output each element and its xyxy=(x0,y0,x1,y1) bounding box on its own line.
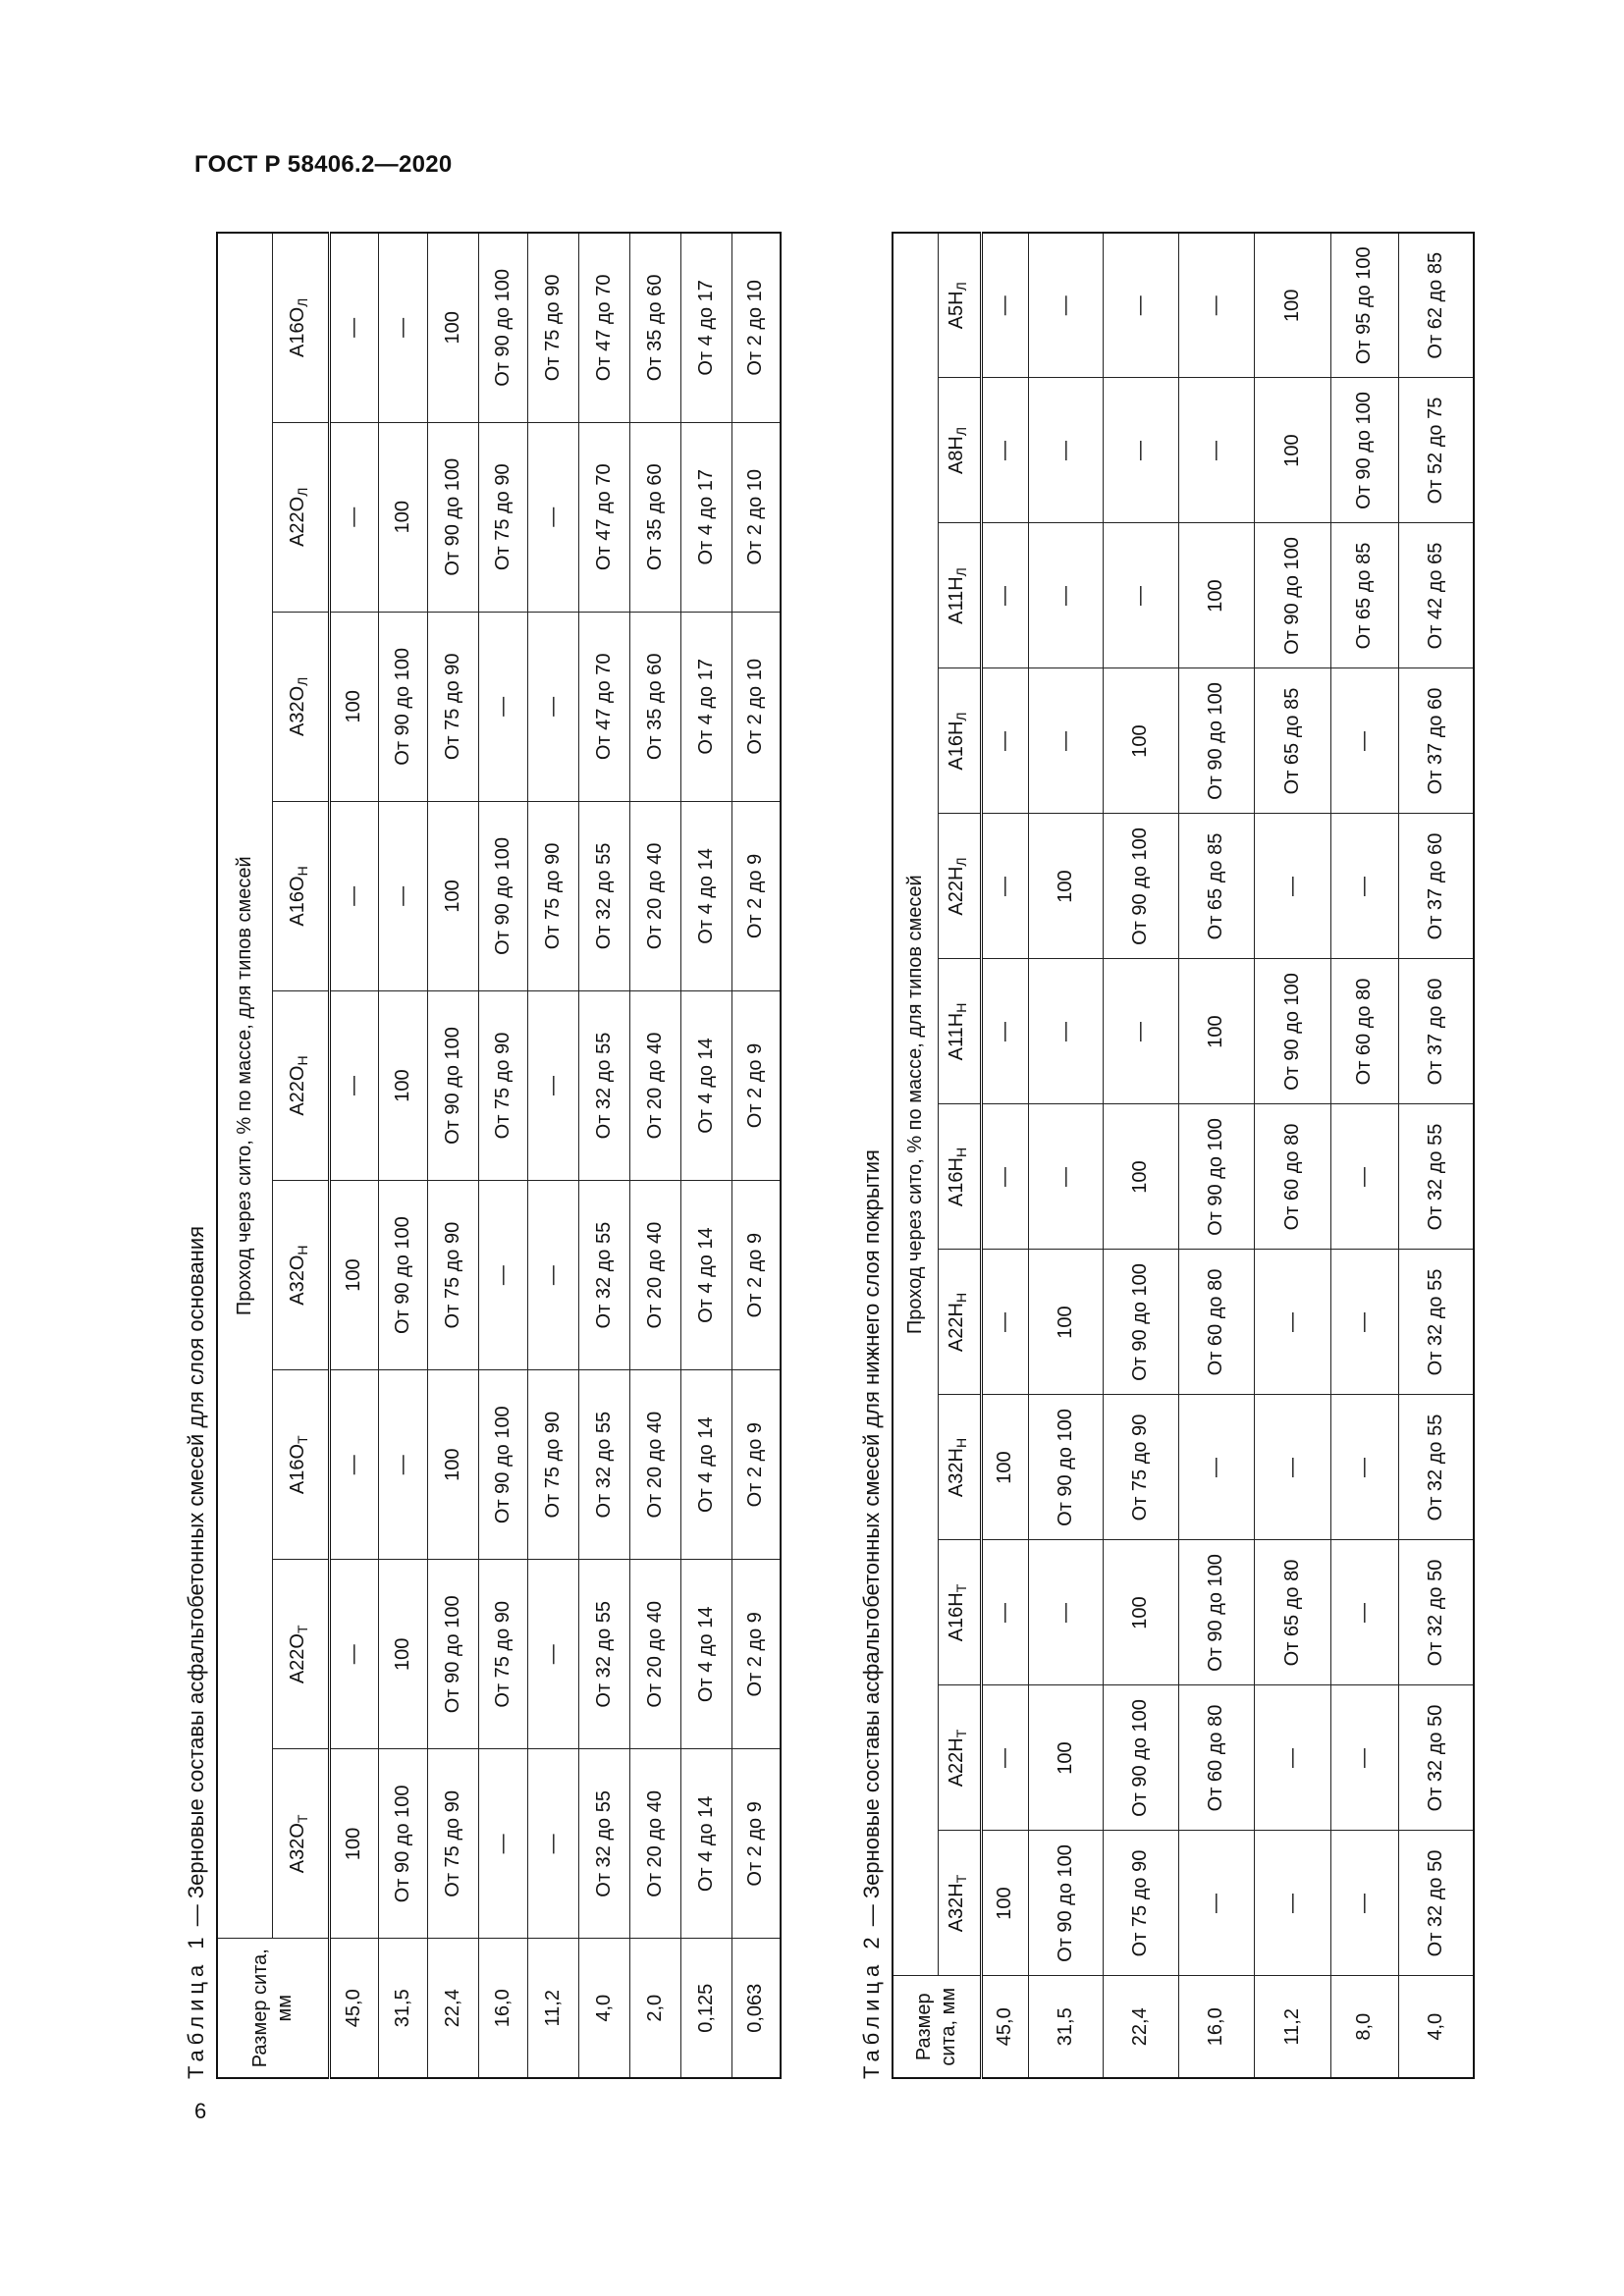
table1-caption-text: — Зерновые составы асфальтобетонных смесей для слоя основания xyxy=(184,1225,208,1933)
table2-col-header xyxy=(938,523,981,668)
table1-cell: От 2 до 9 xyxy=(731,801,781,990)
table2-col-header xyxy=(938,1104,981,1250)
table2-cell: — xyxy=(1103,523,1178,668)
table1-cell: — xyxy=(527,422,578,612)
table1-cell: — xyxy=(329,990,378,1180)
table2-cell: — xyxy=(1254,1395,1330,1540)
table1-col-header-base: А16О xyxy=(286,1443,308,1495)
table1-cell: От 20 до 40 xyxy=(629,1181,680,1370)
table1-col-header-sub: Л xyxy=(294,297,310,307)
table2-cell: От 65 до 85 xyxy=(1254,668,1330,814)
table1-cell: — xyxy=(527,1560,578,1749)
table1-row xyxy=(731,233,781,2078)
table1-cell: От 4 до 14 xyxy=(680,1181,731,1370)
document-header: ГОСТ Р 58406.2—2020 xyxy=(194,151,453,178)
table1-cell: От 75 до 90 xyxy=(527,801,578,990)
table2-col-header-base: А22Н xyxy=(945,866,967,916)
table1-cell: 100 xyxy=(427,801,478,990)
table2-row xyxy=(1028,233,1103,2078)
table2-cell: От 90 до 100 xyxy=(1103,1685,1178,1831)
table1-cell: От 90 до 100 xyxy=(478,801,527,990)
table1-cell: От 90 до 100 xyxy=(427,990,478,1180)
table1-cell: От 47 до 70 xyxy=(578,612,629,801)
table1-cell: От 2 до 10 xyxy=(731,612,781,801)
table1-row xyxy=(629,233,680,2078)
table1-cell: От 32 до 55 xyxy=(578,1560,629,1749)
table1-cell: От 2 до 9 xyxy=(731,1560,781,1749)
table1-col-header-base: А32О xyxy=(286,1823,308,1874)
table2-cell: — xyxy=(981,378,1028,523)
table1-sieve-size: 0,063 xyxy=(731,1939,781,2078)
table2-col-header-sub: Л xyxy=(952,712,969,721)
table2-cell: 100 xyxy=(981,1831,1028,1976)
table1-col-header-base: А22О xyxy=(286,1065,308,1116)
table1-cell: — xyxy=(378,801,427,990)
table2-cell: — xyxy=(1254,1250,1330,1395)
table2-cell: — xyxy=(1330,1395,1398,1540)
table2-block xyxy=(852,234,1475,2079)
table2-cell: От 32 до 50 xyxy=(1398,1831,1474,1976)
table2-col-header-sub: Л xyxy=(952,567,969,577)
table2-cell: — xyxy=(1330,1104,1398,1250)
table2-sieve-size: 45,0 xyxy=(981,1976,1028,2078)
table1-col-header-sub: Л xyxy=(294,487,310,497)
table2-cell: От 62 до 85 xyxy=(1398,233,1474,378)
table1-sieve-size: 0,125 xyxy=(680,1939,731,2078)
table1-cell: От 2 до 10 xyxy=(731,422,781,612)
table2-cell: — xyxy=(1103,959,1178,1104)
table1-cell: — xyxy=(378,233,427,422)
table1-cell: От 4 до 14 xyxy=(680,1370,731,1560)
table2-cell: От 90 до 100 xyxy=(1103,1250,1178,1395)
table1-cell: 100 xyxy=(329,612,378,801)
table2-col-header-sub: Л xyxy=(952,426,969,437)
table2-sieve-header: Размер сита, мм xyxy=(893,1976,981,2078)
table2-caption-text: — Зерновые составы асфальтобетонных смесей для нижнего слоя покрытия xyxy=(859,1149,884,1933)
table2-cell: От 37 до 60 xyxy=(1398,668,1474,814)
table1-cell: — xyxy=(329,422,378,612)
table1-cell: От 20 до 40 xyxy=(629,801,680,990)
table2-col-header-sub: Н xyxy=(952,1147,969,1158)
table1-col-header xyxy=(272,1749,329,1939)
table2-cell: — xyxy=(1028,1104,1103,1250)
table1-cell: От 90 до 100 xyxy=(478,233,527,422)
table1-col-header-sub: Т xyxy=(294,1625,310,1633)
table1-caption xyxy=(177,232,216,2079)
table2-col-header-base: А22Н xyxy=(945,1737,967,1788)
table2-cell: — xyxy=(1330,814,1398,959)
table1-cell: 100 xyxy=(378,422,427,612)
table1 xyxy=(216,232,782,2079)
table1-cell: От 90 до 100 xyxy=(378,1181,427,1370)
table2-cell: От 65 до 80 xyxy=(1254,1540,1330,1685)
table2-col-header xyxy=(938,1540,981,1685)
table2-cell: 100 xyxy=(1103,1540,1178,1685)
table2-cell: От 32 до 55 xyxy=(1398,1395,1474,1540)
table1-cell: — xyxy=(329,1560,378,1749)
table2-col-header-sub: Т xyxy=(952,1729,969,1738)
table1-col-header xyxy=(272,612,329,801)
table2-cell: — xyxy=(1028,233,1103,378)
table2-cell: От 32 до 50 xyxy=(1398,1685,1474,1831)
table2-col-header xyxy=(938,233,981,378)
table1-row xyxy=(578,233,629,2078)
table1-col-header xyxy=(272,1560,329,1749)
table1-col-header-base: А22О xyxy=(286,496,308,547)
table2-cell: — xyxy=(981,959,1028,1104)
table2-sieve-size: 31,5 xyxy=(1028,1976,1103,2078)
table1-row xyxy=(680,233,731,2078)
table2-cell: — xyxy=(1330,1831,1398,1976)
table2-col-header-base: А16Н xyxy=(945,1592,967,1642)
table2-cell: — xyxy=(1178,1395,1254,1540)
table1-cell: — xyxy=(478,1749,527,1939)
table2-cell: От 65 до 85 xyxy=(1178,814,1254,959)
table2-col-header-base: А5Н xyxy=(945,291,967,330)
table1-sieve-size: 45,0 xyxy=(329,1939,378,2078)
table2-cell: От 95 до 100 xyxy=(1330,233,1398,378)
table1-cell: — xyxy=(478,1181,527,1370)
table2-cell: От 90 до 100 xyxy=(1178,1104,1254,1250)
table2-cell: — xyxy=(1178,378,1254,523)
table1-col-header xyxy=(272,233,329,422)
table1-cell: От 90 до 100 xyxy=(427,422,478,612)
table1-cell: 100 xyxy=(378,990,427,1180)
table2-cell: — xyxy=(1254,1831,1330,1976)
table1-cell: От 2 до 9 xyxy=(731,990,781,1180)
table1-sieve-size: 31,5 xyxy=(378,1939,427,2078)
table2-cell: От 65 до 85 xyxy=(1330,523,1398,668)
table2-cell: 100 xyxy=(981,1395,1028,1540)
table2-row xyxy=(1330,233,1398,2078)
table1-cell: От 90 до 100 xyxy=(478,1370,527,1560)
table1-col-header xyxy=(272,1370,329,1560)
table1-row xyxy=(527,233,578,2078)
table1-cell: От 32 до 55 xyxy=(578,1181,629,1370)
table2-cell: — xyxy=(981,1685,1028,1831)
table1-sieve-size: 4,0 xyxy=(578,1939,629,2078)
table2-cell: — xyxy=(1330,1685,1398,1831)
table2-caption xyxy=(852,234,892,2079)
table2-cell: От 32 до 55 xyxy=(1398,1250,1474,1395)
table2-cell: — xyxy=(981,523,1028,668)
table2-col-header-sub: Н xyxy=(952,1292,969,1304)
table1-cell: — xyxy=(527,990,578,1180)
table2-cell: От 90 до 100 xyxy=(1178,1540,1254,1685)
table1-col-header xyxy=(272,1181,329,1370)
table2-cell: От 75 до 90 xyxy=(1103,1831,1178,1976)
table2-col-header-base: А16Н xyxy=(945,1157,967,1207)
table2-col-header-base: А32Н xyxy=(945,1883,967,1933)
table2-cell: От 90 до 100 xyxy=(1103,814,1178,959)
table1-cell: От 32 до 55 xyxy=(578,1749,629,1939)
table1-row xyxy=(478,233,527,2078)
table1-cell: От 4 до 14 xyxy=(680,1560,731,1749)
table2-cell: 100 xyxy=(1028,1250,1103,1395)
table1-cell: От 47 до 70 xyxy=(578,422,629,612)
table2-col-header-base: А32Н xyxy=(945,1448,967,1498)
table1-sieve-size: 11,2 xyxy=(527,1939,578,2078)
table1-group-header: Проход через сито, % по массе, для типов смесей xyxy=(217,233,272,1939)
table1-cell: От 20 до 40 xyxy=(629,1749,680,1939)
table1-col-header-base: А16О xyxy=(286,876,308,927)
table2-caption-label: Таблица 2 xyxy=(859,1932,884,2079)
table1-col-header-sub: Т xyxy=(294,1435,310,1444)
table2-row xyxy=(1254,233,1330,2078)
table2-cell: 100 xyxy=(1028,814,1103,959)
table1-cell: — xyxy=(527,1749,578,1939)
table2-cell: От 37 до 60 xyxy=(1398,959,1474,1104)
table2-cell: — xyxy=(1103,233,1178,378)
table2-cell: От 90 до 100 xyxy=(1254,959,1330,1104)
table2-row xyxy=(1178,233,1254,2078)
table2-cell: От 90 до 100 xyxy=(1178,668,1254,814)
table2-cell: — xyxy=(981,668,1028,814)
table2 xyxy=(892,232,1475,2079)
table2-sieve-size: 16,0 xyxy=(1178,1976,1254,2078)
table2-cell: — xyxy=(1330,1250,1398,1395)
table1-col-header-base: А32О xyxy=(286,685,308,736)
table1-cell: 100 xyxy=(427,233,478,422)
table1-cell: От 32 до 55 xyxy=(578,801,629,990)
table2-col-header-sub: Л xyxy=(952,282,969,292)
table1-cell: — xyxy=(329,801,378,990)
table2-cell: От 60 до 80 xyxy=(1178,1250,1254,1395)
table2-cell: — xyxy=(1178,1831,1254,1976)
table1-cell: 100 xyxy=(329,1749,378,1939)
table2-col-header xyxy=(938,1831,981,1976)
table1-cell: От 90 до 100 xyxy=(378,1749,427,1939)
table2-cell: 100 xyxy=(1254,378,1330,523)
table2-cell: От 90 до 100 xyxy=(1028,1395,1103,1540)
table2-group-header: Проход через сито, % по массе, для типов смесей xyxy=(893,233,938,1976)
table1-cell: От 90 до 100 xyxy=(427,1560,478,1749)
table2-row xyxy=(1103,233,1178,2078)
table1-cell: — xyxy=(329,1370,378,1560)
table2-cell: От 60 до 80 xyxy=(1254,1104,1330,1250)
table2-cell: От 60 до 80 xyxy=(1330,959,1398,1104)
table2-col-header-base: А11Н xyxy=(945,1012,967,1061)
table1-cell: От 4 до 17 xyxy=(680,233,731,422)
table1-col-header-sub: Н xyxy=(294,1245,310,1255)
table2-col-header-sub: Т xyxy=(952,1583,969,1593)
table2-row xyxy=(981,233,1028,2078)
table1-cell: 100 xyxy=(329,1181,378,1370)
table2-cell: — xyxy=(981,1104,1028,1250)
table1-row xyxy=(427,233,478,2078)
table2-cell: 100 xyxy=(1028,1685,1103,1831)
table1-cell: От 4 до 17 xyxy=(680,422,731,612)
table1-cell: От 75 до 90 xyxy=(427,1181,478,1370)
page-number: 6 xyxy=(194,2099,207,2123)
table1-cell: От 4 до 14 xyxy=(680,990,731,1180)
table2-col-header xyxy=(938,1395,981,1540)
table1-cell: От 75 до 90 xyxy=(427,1749,478,1939)
table2-cell: 100 xyxy=(1103,1104,1178,1250)
table1-row xyxy=(329,233,378,2078)
table2-sieve-size: 22,4 xyxy=(1103,1976,1178,2078)
table2-cell: От 90 до 100 xyxy=(1330,378,1398,523)
table2-cell: От 37 до 60 xyxy=(1398,814,1474,959)
table2-sieve-size: 4,0 xyxy=(1398,1976,1474,2078)
table2-cell: 100 xyxy=(1103,668,1178,814)
table2-cell: — xyxy=(1028,959,1103,1104)
table1-cell: От 4 до 14 xyxy=(680,801,731,990)
table1-cell: — xyxy=(527,612,578,801)
table1-cell: От 4 до 17 xyxy=(680,612,731,801)
table1-cell: От 32 до 55 xyxy=(578,1370,629,1560)
table1-caption-label: Таблица 1 xyxy=(184,1932,208,2079)
table2-cell: — xyxy=(1178,233,1254,378)
table1-col-header-sub: Н xyxy=(294,866,310,877)
table2-col-header xyxy=(938,959,981,1104)
table1-cell: От 2 до 9 xyxy=(731,1749,781,1939)
table2-col-header-base: А16Н xyxy=(945,721,967,771)
table1-col-header-base: А32О xyxy=(286,1255,308,1306)
table2-cell: От 75 до 90 xyxy=(1103,1395,1178,1540)
table2-cell: — xyxy=(981,1250,1028,1395)
table1-cell: — xyxy=(478,612,527,801)
table1-col-header-sub: Т xyxy=(294,1814,310,1824)
table1-col-header-base: А22О xyxy=(286,1633,308,1684)
table2-row xyxy=(1398,233,1474,2078)
table1-cell: От 20 до 40 xyxy=(629,990,680,1180)
table1-sieve-size: 2,0 xyxy=(629,1939,680,2078)
table1-cell: От 35 до 60 xyxy=(629,422,680,612)
table2-col-header-base: А8Н xyxy=(945,436,967,475)
table1-cell: От 75 до 90 xyxy=(527,233,578,422)
table2-col-header xyxy=(938,378,981,523)
table2-col-header xyxy=(938,668,981,814)
table2-cell: — xyxy=(981,814,1028,959)
table2-cell: От 90 до 100 xyxy=(1254,523,1330,668)
table2-cell: От 52 до 75 xyxy=(1398,378,1474,523)
table1-cell: От 90 до 100 xyxy=(378,612,427,801)
table2-col-header xyxy=(938,1685,981,1831)
table1-cell: 100 xyxy=(427,1370,478,1560)
table1-cell: — xyxy=(378,1370,427,1560)
table1-col-header-sub: Н xyxy=(294,1055,310,1066)
table1-cell: От 20 до 40 xyxy=(629,1560,680,1749)
table1-block xyxy=(177,232,782,2079)
table2-col-header-sub: Н xyxy=(952,1437,969,1449)
table2-col-header-base: А11Н xyxy=(945,576,967,624)
table2-sieve-size: 8,0 xyxy=(1330,1976,1398,2078)
table1-cell: От 2 до 9 xyxy=(731,1181,781,1370)
table1-cell: — xyxy=(527,1181,578,1370)
table1-cell: От 35 до 60 xyxy=(629,612,680,801)
table1-row xyxy=(378,233,427,2078)
table2-cell: — xyxy=(1028,668,1103,814)
table2-cell: От 60 до 80 xyxy=(1178,1685,1254,1831)
table2-cell: — xyxy=(1103,378,1178,523)
table1-col-header-base: А16О xyxy=(286,306,308,358)
table2-sieve-size: 11,2 xyxy=(1254,1976,1330,2078)
table2-cell: — xyxy=(1028,523,1103,668)
table2-cell: — xyxy=(1254,814,1330,959)
table1-cell: — xyxy=(329,233,378,422)
table1-cell: От 75 до 90 xyxy=(478,1560,527,1749)
table2-cell: 100 xyxy=(1178,523,1254,668)
table1-cell: От 75 до 90 xyxy=(478,990,527,1180)
table2-cell: 100 xyxy=(1178,959,1254,1104)
table2-col-header xyxy=(938,814,981,959)
table1-cell: 100 xyxy=(378,1560,427,1749)
table2-cell: 100 xyxy=(1254,233,1330,378)
table2-cell: От 32 до 50 xyxy=(1398,1540,1474,1685)
table1-col-header xyxy=(272,422,329,612)
table1-sieve-header: Размер сита, мм xyxy=(217,1939,329,2078)
table2-col-header xyxy=(938,1250,981,1395)
table2-col-header-base: А22Н xyxy=(945,1303,967,1353)
table2-col-header-sub: Л xyxy=(952,857,969,867)
table2-cell: От 32 до 55 xyxy=(1398,1104,1474,1250)
table2-cell: От 42 до 65 xyxy=(1398,523,1474,668)
table2-cell: — xyxy=(981,233,1028,378)
table1-col-header xyxy=(272,990,329,1180)
table1-sieve-size: 22,4 xyxy=(427,1939,478,2078)
table1-cell: От 32 до 55 xyxy=(578,990,629,1180)
table1-cell: От 75 до 90 xyxy=(427,612,478,801)
table2-cell: От 90 до 100 xyxy=(1028,1831,1103,1976)
table1-cell: От 20 до 40 xyxy=(629,1370,680,1560)
table2-cell: — xyxy=(1330,668,1398,814)
table2-cell: — xyxy=(1028,378,1103,523)
table1-col-header xyxy=(272,801,329,990)
table1-cell: От 75 до 90 xyxy=(478,422,527,612)
table2-cell: — xyxy=(1254,1685,1330,1831)
table1-cell: От 47 до 70 xyxy=(578,233,629,422)
table2-cell: — xyxy=(981,1540,1028,1685)
table2-cell: — xyxy=(1028,1540,1103,1685)
table1-cell: От 2 до 9 xyxy=(731,1370,781,1560)
table1-cell: От 2 до 10 xyxy=(731,233,781,422)
table2-col-header-sub: Т xyxy=(952,1874,969,1884)
table1-sieve-size: 16,0 xyxy=(478,1939,527,2078)
table2-col-header-sub: Н xyxy=(952,1002,969,1013)
table1-cell: От 4 до 14 xyxy=(680,1749,731,1939)
table1-cell: От 75 до 90 xyxy=(527,1370,578,1560)
table2-cell: — xyxy=(1330,1540,1398,1685)
table1-col-header-sub: Л xyxy=(294,676,310,686)
table1-cell: От 35 до 60 xyxy=(629,233,680,422)
